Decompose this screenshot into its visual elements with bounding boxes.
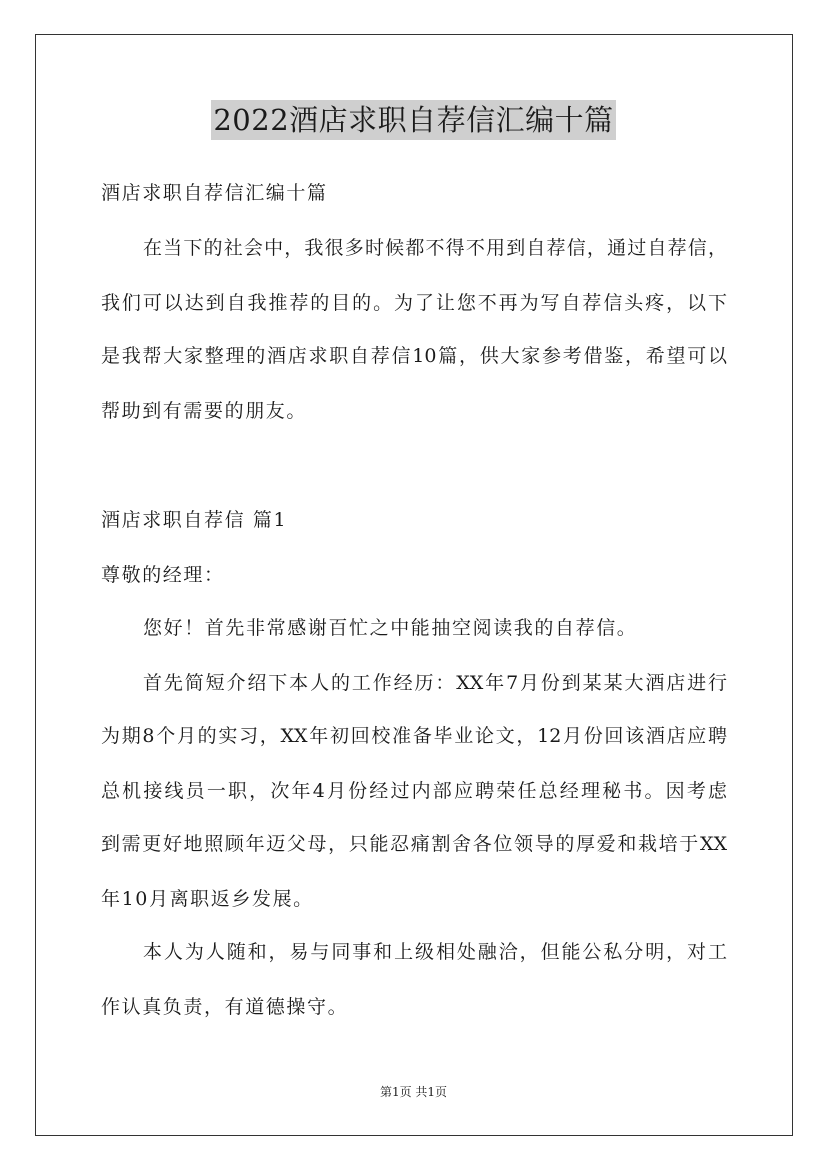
paragraph2-line-1: 本人为人随和，易与同事和上级相处融洽，但能公私分明，对工 [143,941,727,963]
intro-line-4: 帮助到有需要的朋友。 [101,400,308,422]
intro-line-1: 在当下的社会中，我很多时候都不得不用到自荐信，通过自荐信， [143,237,727,259]
document-title: 2022酒店求职自荐信汇编十篇 [211,100,615,140]
paragraph1-line-4: 到需更好地照顾年迈父母，只能忍痛割舍各位领导的厚爱和栽培于XX [101,833,727,855]
greeting-line: 您好！首先非常感谢百忙之中能抽空阅读我的自荐信。 [143,617,638,639]
paragraph1-line-3: 总机接线员一职，次年4月份经过内部应聘荣任总经理秘书。因考虑 [101,780,727,802]
paragraph1-line-1: 首先简短介绍下本人的工作经历：XX年7月份到某某大酒店进行 [143,672,727,694]
paragraph1-line-5: 年10月离职返乡发展。 [101,888,314,910]
salutation: 尊敬的经理： [101,564,225,586]
paragraph2-line-2: 作认真负责，有道德操守。 [101,996,349,1018]
section-heading: 酒店求职自荐信 篇1 [101,509,288,531]
document-subtitle: 酒店求职自荐信汇编十篇 [101,182,328,204]
intro-line-3: 是我帮大家整理的酒店求职自荐信10篇，供大家参考借鉴，希望可以 [101,345,727,367]
paragraph1-line-2: 为期8个月的实习，XX年初回校准备毕业论文，12月份回该酒店应聘 [101,725,727,747]
intro-line-2: 我们可以达到自我推荐的目的。为了让您不再为写自荐信头疼，以下 [101,292,727,314]
page-footer: 第1页 共1页 [379,1085,448,1099]
title-container [0,100,827,140]
